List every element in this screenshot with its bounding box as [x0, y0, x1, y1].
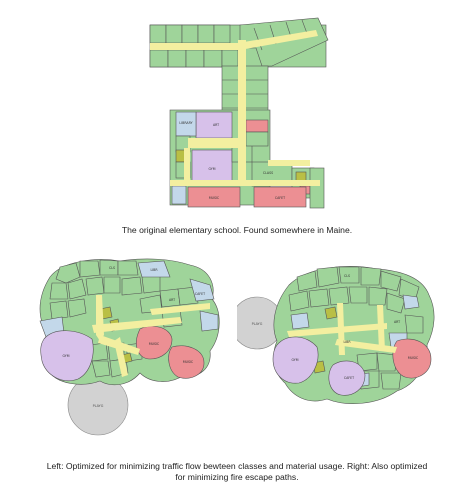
optimized-plan-left — [0, 255, 237, 455]
fp-label-cafet: CAFET — [274, 196, 286, 200]
caption-bottom — [0, 461, 474, 483]
left-label-lib: LIBR — [150, 268, 158, 272]
original-floorplan — [0, 0, 474, 220]
fp-label-library: LIBRARY — [179, 121, 193, 125]
right-label-class: CLS — [343, 274, 351, 278]
right-play-label: PLAYG — [251, 322, 263, 326]
right-label-music: MUSIC — [407, 356, 419, 360]
left-label-art: ART — [168, 298, 176, 302]
fp-label-class: CLASS — [262, 171, 274, 175]
fp-label-gym: GYM — [208, 167, 216, 171]
left-label-music2: MUSIC — [182, 360, 194, 364]
left-label-cafet: CAFET — [194, 292, 206, 296]
left-label-music: MUSIC — [148, 342, 160, 346]
optimized-plan-right — [237, 255, 474, 455]
left-label-class: CLS — [108, 266, 116, 270]
caption-bottom-line2: for minimizing fire escape paths. — [175, 472, 299, 482]
caption-bottom-line1: Left: Optimized for minimizing traffic flow bewteen classes and material usage. Right: Also optimized — [46, 461, 428, 471]
fp-label-music: MUSIC — [208, 196, 220, 200]
caption-top: The original elementary school. Found somewhere in Maine. — [121, 225, 353, 235]
left-label-gym: GYM — [62, 354, 70, 358]
left-play-label: PLAYG — [92, 404, 104, 408]
right-label-cafet: CAFET — [343, 376, 355, 380]
fp-label-art: ART — [212, 123, 220, 127]
right-label-lib: LIBR — [343, 340, 351, 344]
right-label-art: ART — [393, 320, 401, 324]
right-label-gym: GYM — [291, 358, 299, 362]
